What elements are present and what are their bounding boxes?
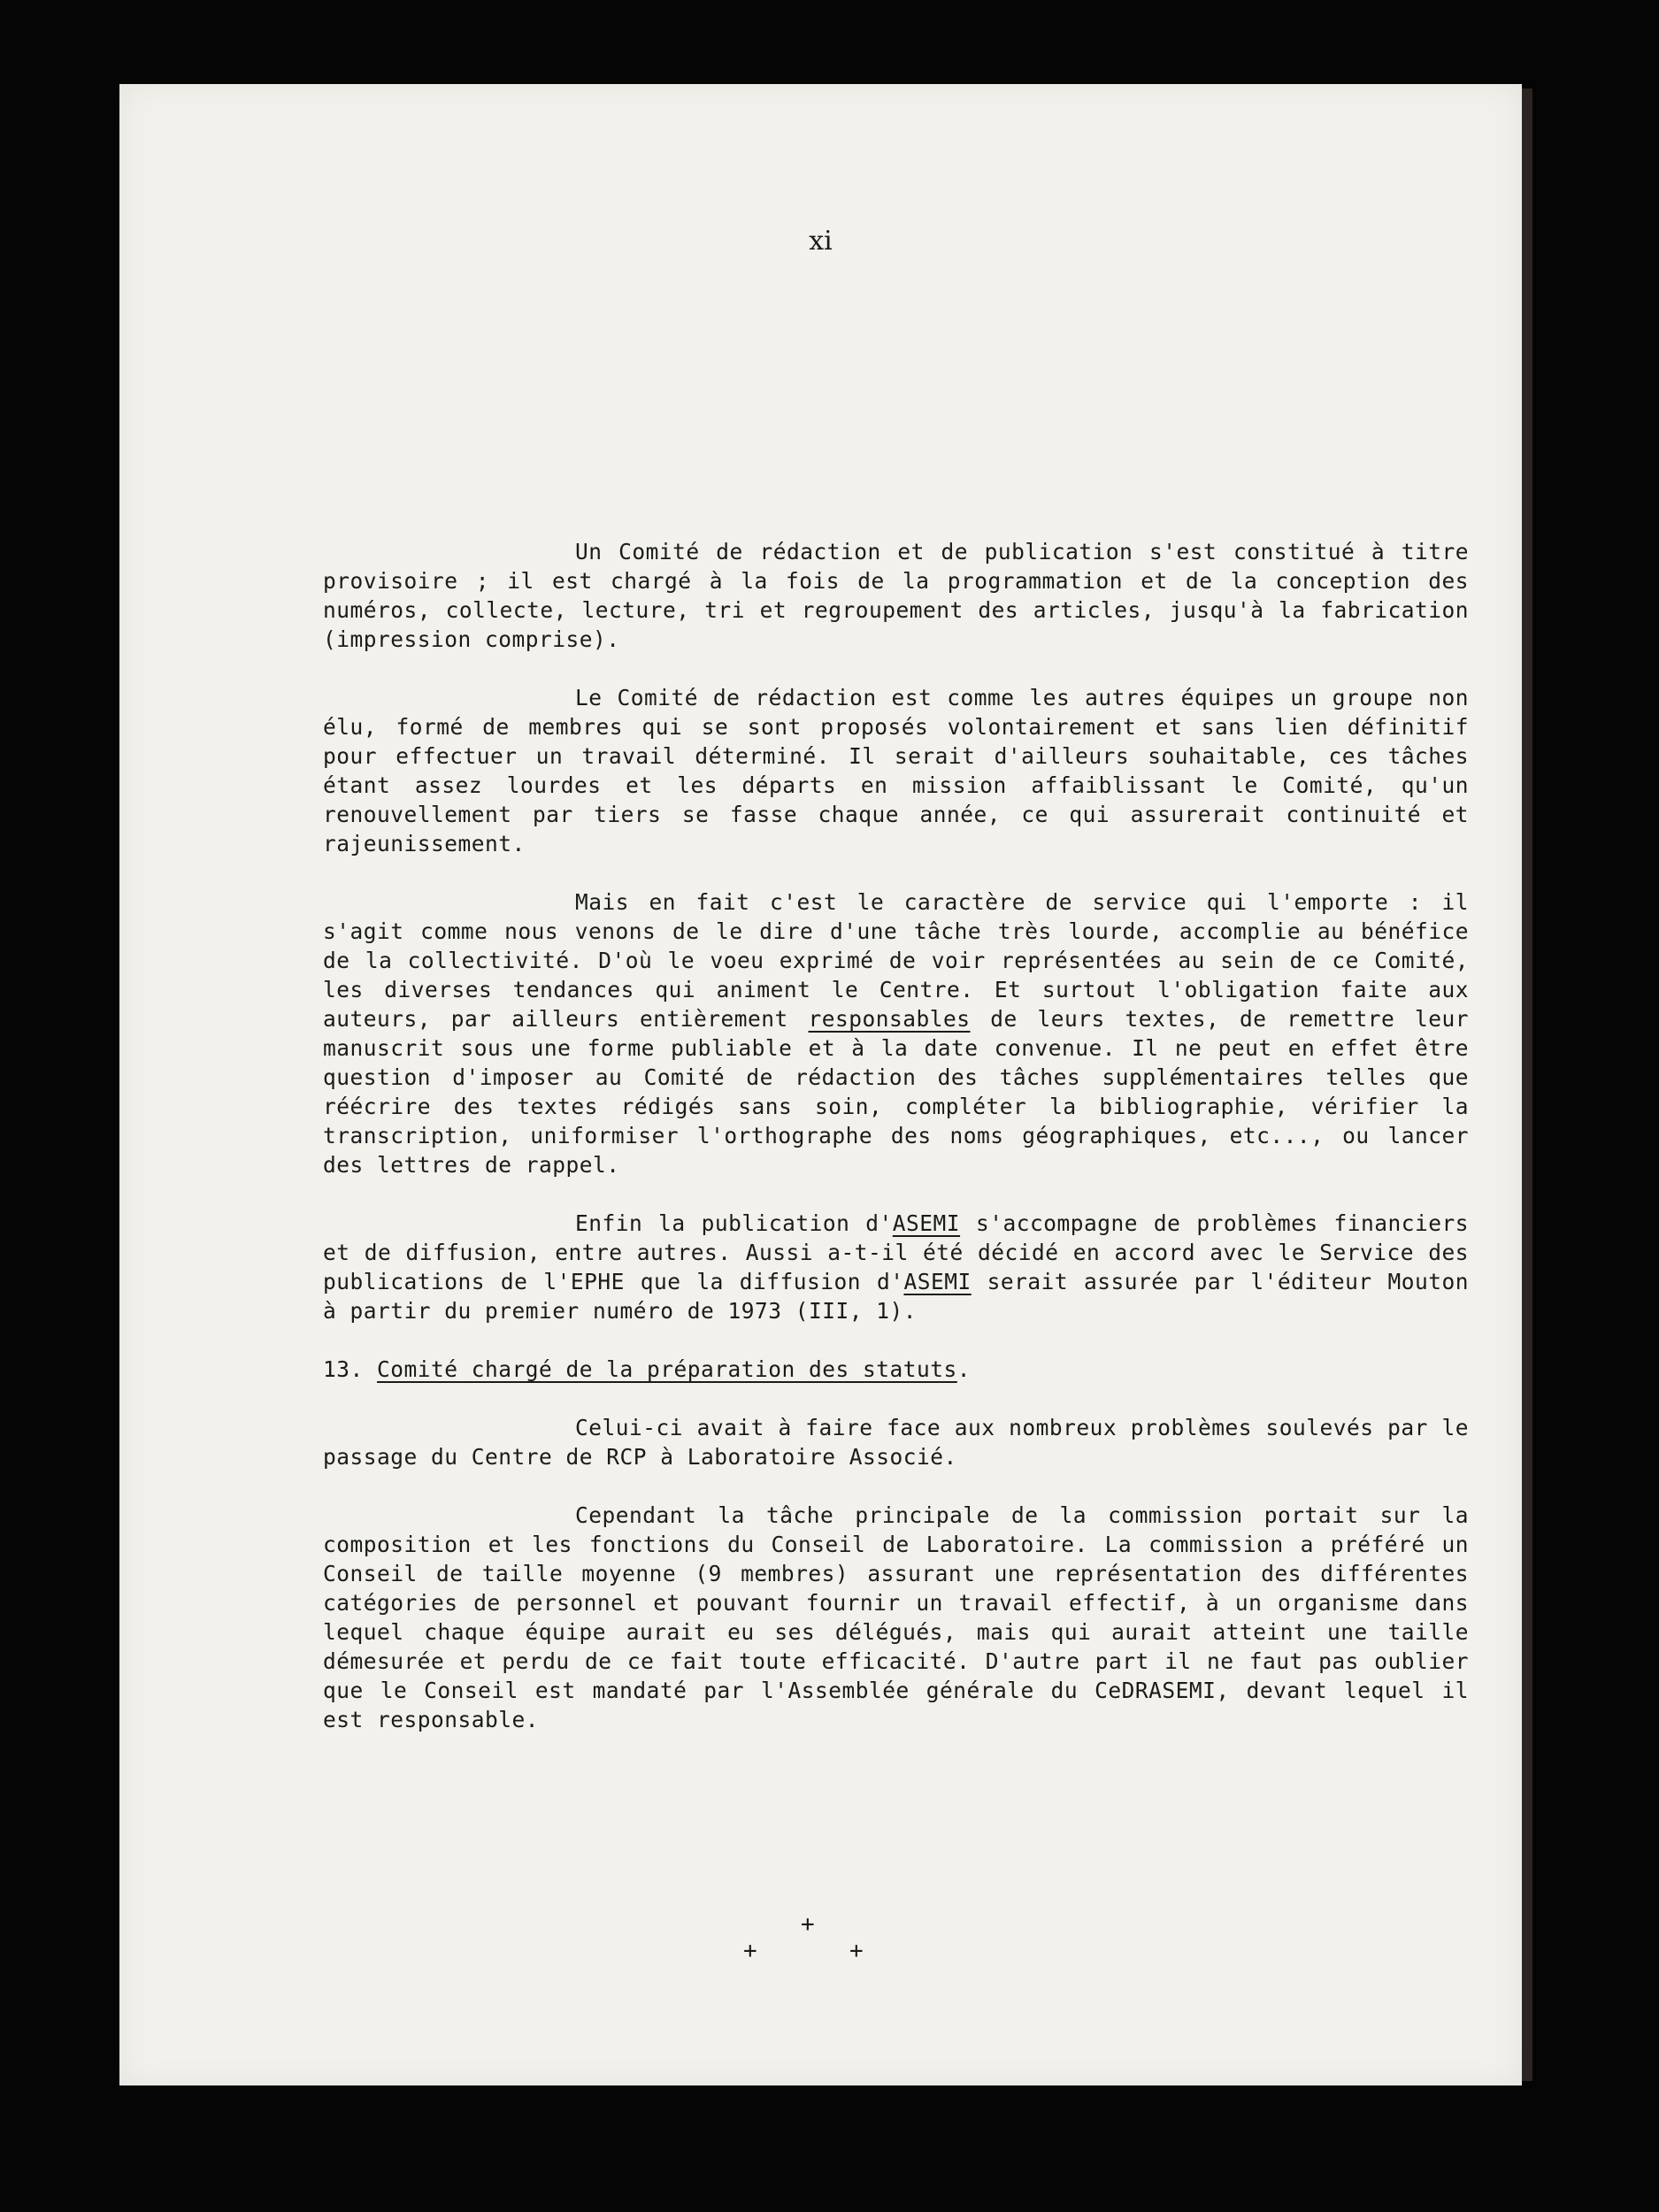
- para4-part3: serait assurée par l'éditeur Mouton à partir du premier numéro de 1973 (III, 1).: [323, 1269, 1470, 1324]
- underlined-asemi-1: ASEMI: [892, 1210, 961, 1236]
- underlined-responsables: responsables: [808, 1006, 971, 1032]
- section-heading-13: [323, 1355, 1469, 1384]
- page-edge-shadow: [1522, 88, 1532, 2081]
- paragraph-comite-redaction: Un Comité de rédaction et de publication s'est constitué à titre provisoire ; il est chargé à la fois de la programmation et de la conception des numéros, collecte, lecture, tri et regroupement des articles, jusqu'à la fabrication (impression comprise).: [323, 539, 1469, 652]
- para3-text-after: de leurs textes, de remettre leur manuscrit sous une forme publiable et à la date convenue. Il ne peut en effet être question d'imposer au Comité de rédaction des tâches supplémentaires telles que réécrire des textes rédigés sans soin, compléter la bibliographie, vérifier la transcription, uniformiser l'orthographe des noms géographiques, etc..., ou lancer des lettres de rappel.: [323, 1006, 1469, 1178]
- section-title: Comité chargé de la préparation des statuts: [377, 1356, 957, 1382]
- paragraph-celui-ci: Celui-ci avait à faire face aux nombreux problèmes soulevés par le passage du Centre de RCP à Laboratoire Associé.: [323, 1415, 1469, 1470]
- section-title-period: .: [956, 1356, 972, 1382]
- ornament-plus-right: +: [849, 1938, 864, 1964]
- para3-text-before: Mais en fait c'est le caractère de service qui l'emporte : il s'agit comme nous venons de le dire d'une tâche très lourde, accomplie au bénéfice de la collectivité. D'où le voeu exprimé de voir représentées au sein de ce Comité, les diverses tendances qui animent le Centre. Et surtout l'obligation faite aux auteurs, par ailleurs entièrement: [323, 889, 1469, 1032]
- document-page: [119, 84, 1522, 2085]
- page-body: [323, 537, 1469, 1763]
- section-number: 13.: [323, 1356, 364, 1382]
- paragraph-caractere-service: [323, 887, 1469, 1179]
- paragraph-publication-asemi: [323, 1209, 1469, 1325]
- ornament-plus-left: +: [743, 1938, 757, 1964]
- paragraph-conseil-laboratoire: Cependant la tâche principale de la commission portait sur la composition et les fonctions du Conseil de Laboratoire. La commission a préféré un Conseil de taille moyenne (9 membres) assurant une représentation des différentes catégories de personnel et pouvant fournir un travail effectif, à un organisme dans lequel chaque équipe aurait eu ses délégués, mais qui aurait atteint une taille démesurée et perdu de ce fait toute efficacité. D'autre part il ne faut pas oublier que le Conseil est mandaté par l'Assemblée générale du CeDRASEMI, devant lequel il est responsable.: [323, 1502, 1469, 1732]
- underlined-asemi-2: ASEMI: [903, 1269, 972, 1294]
- para4-part2: s'accompagne de problèmes financiers et de diffusion, entre autres. Aussi a-t-il été décidé en accord avec le Service des publications de l'EPHE que la diffusion d': [323, 1210, 1469, 1294]
- page-number: xi: [809, 226, 833, 257]
- para4-part1: Enfin la publication d': [575, 1210, 893, 1236]
- paragraph-groupe-non-elu: Le Comité de rédaction est comme les autres équipes un groupe non élu, formé de membres qui se sont proposés volontairement et sans lien définitif pour effectuer un travail déterminé. Il serait d'ailleurs souhaitable, ces tâches étant assez lourdes et les départs en mission affaiblissant le Comité, qu'un renouvellement par tiers se fasse chaque année, ce qui assurerait continuité et rajeunissement.: [323, 685, 1469, 856]
- ornament-plus-top: +: [801, 1911, 815, 1938]
